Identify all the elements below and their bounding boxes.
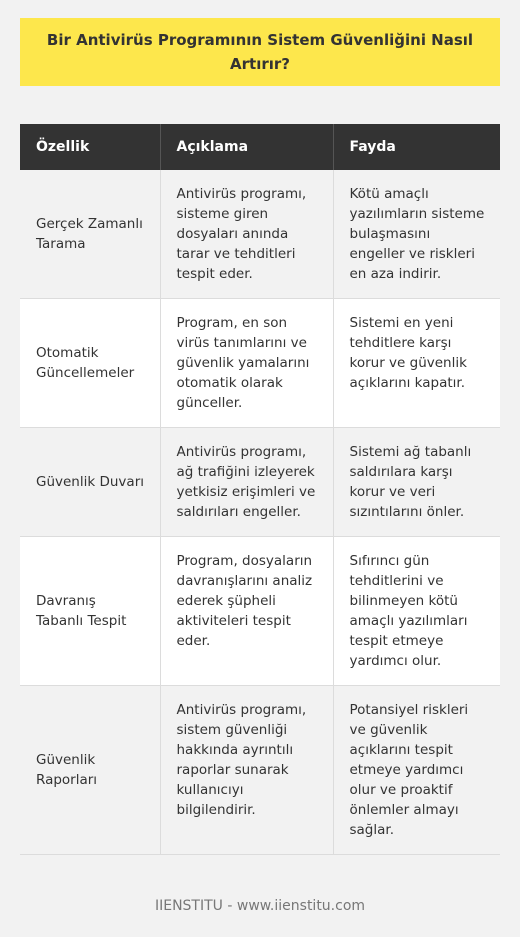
- cell-feature: Güvenlik Duvarı: [20, 428, 160, 537]
- title-banner: [20, 18, 500, 86]
- table-header-row: [20, 124, 500, 170]
- cell-description: Antivirüs programı, sisteme giren dosyaları anında tarar ve tehditleri tespit eder.: [160, 170, 333, 299]
- cell-feature: Otomatik Güncellemeler: [20, 299, 160, 428]
- cell-description: Program, en son virüs tanımlarını ve güvenlik yamalarını otomatik olarak günceller.: [160, 299, 333, 428]
- cell-benefit: Sistemi en yeni tehditlere karşı korur ve güvenlik açıklarını kapatır.: [333, 299, 500, 428]
- cell-benefit: Potansiyel riskleri ve güvenlik açıklarını tespit etmeye yardımcı olur ve proaktif önlemler almayı sağlar.: [333, 686, 500, 855]
- header-description: Açıklama: [160, 124, 333, 170]
- table-row: [20, 537, 500, 686]
- page-title: Bir Antivirüs Programının Sistem Güvenliğini Nasıl Artırır?: [46, 31, 474, 73]
- cell-benefit: Sistemi ağ tabanlı saldırılara karşı korur ve veri sızıntılarını önler.: [333, 428, 500, 537]
- features-table: [20, 124, 500, 855]
- cell-benefit: Kötü amaçlı yazılımların sisteme bulaşmasını engeller ve riskleri en aza indirir.: [333, 170, 500, 299]
- cell-description: Antivirüs programı, sistem güvenliği hakkında ayrıntılı raporlar sunarak kullanıcıyı bilgilendirir.: [160, 686, 333, 855]
- header-benefit: Fayda: [333, 124, 500, 170]
- cell-description: Antivirüs programı, ağ trafiğini izleyerek yetkisiz erişimleri ve saldırıları engeller.: [160, 428, 333, 537]
- table-row: [20, 686, 500, 855]
- table-row: [20, 428, 500, 537]
- cell-feature: Davranış Tabanlı Tespit: [20, 537, 160, 686]
- header-feature: Özellik: [20, 124, 160, 170]
- table-row: [20, 170, 500, 299]
- cell-feature: Gerçek Zamanlı Tarama: [20, 170, 160, 299]
- cell-feature: Güvenlik Raporları: [20, 686, 160, 855]
- cell-description: Program, dosyaların davranışlarını analiz ederek şüpheli aktiviteleri tespit eder.: [160, 537, 333, 686]
- cell-benefit: Sıfırıncı gün tehditlerini ve bilinmeyen kötü amaçlı yazılımları tespit etmeye yardımcı olur.: [333, 537, 500, 686]
- footer-credit: IIENSTITU - www.iienstitu.com: [154, 898, 366, 914]
- table-row: [20, 299, 500, 428]
